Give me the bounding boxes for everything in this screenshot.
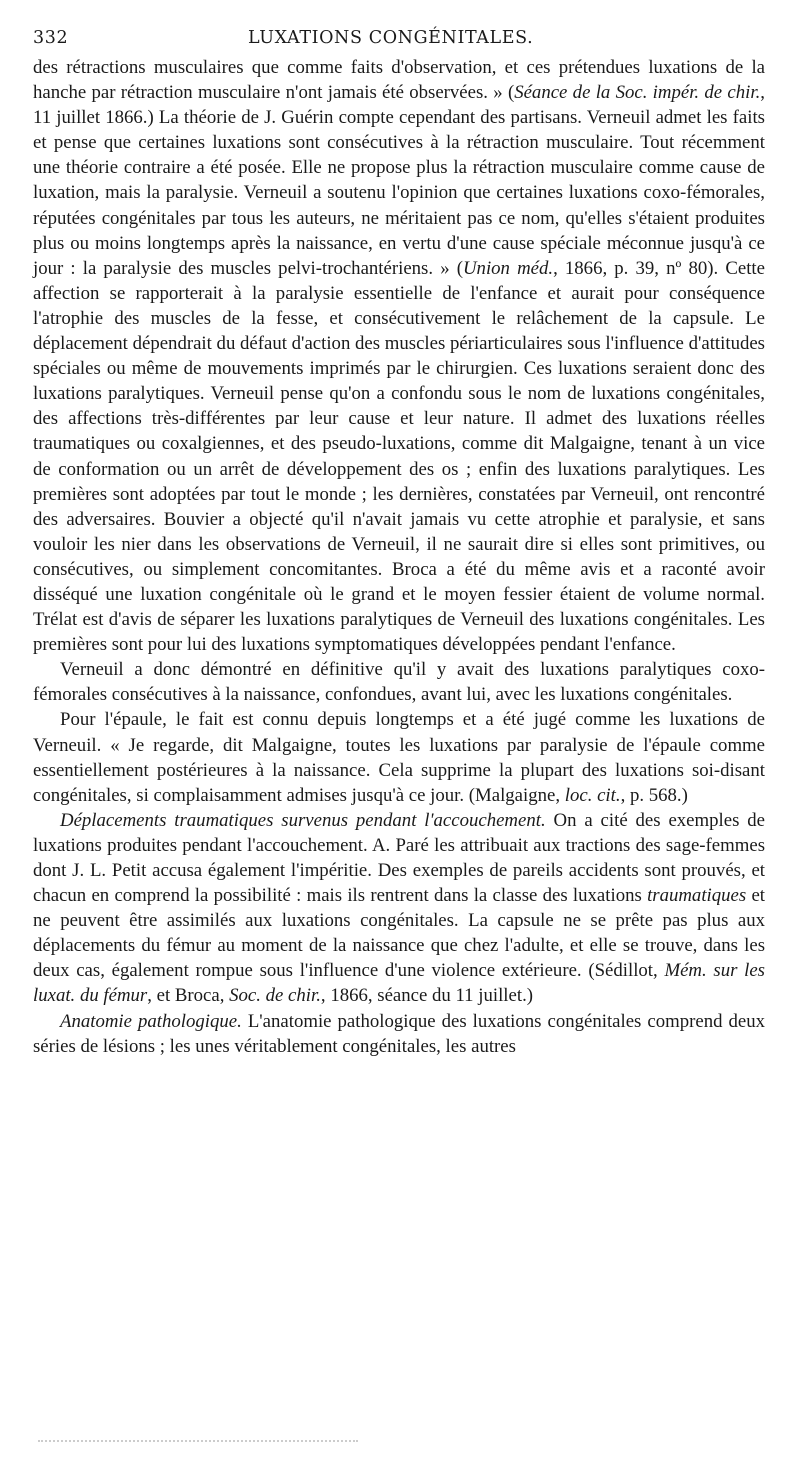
text-run: , p. 568.) [620,784,688,806]
paragraph-5 [33,1009,765,1059]
citation-italic: Mém. sur les luxat. du fémur [33,960,765,1007]
text-run: , 11 juillet 1866.) La théorie de J. Guérin compte cependant des partisans. Verneuil admet les faits et pense que certaines luxations sont consécutives à la rétraction musculaire. Tout récemment une théorie contraire a été posée. Elle ne propose plus la rétraction musculaire comme cause de luxation, mais la paralysie. Verneuil a soutenu l'opinion que certaines luxations coxo-fémorales, réputées congénitales par tous les auteurs, ne méritaient pas ce nom, qu'elles s'étaient produites plus ou moins longtemps après la naissance, en vertu d'une cause spéciale méconnue jusqu'à ce jour : la paralysie des muscles pelvi-trochantériens. » ( [33,82,765,279]
page-number: 332 [33,28,69,48]
text-run: des rétractions musculaires que comme faits d'observation, et ces prétendues luxations de la hanche par rétraction musculaire n'ont jamais été observées. » ( [33,57,765,104]
page-header [33,28,765,54]
paragraph-3 [33,707,765,807]
section-heading: Déplacements traumatiques survenus pendant l'accouchement. [60,809,546,831]
text-run: Verneuil a donc démontré en définitive qu'il y avait des luxations paralytiques coxo-fémorales consécutives à la naissance, confondues, avant lui, avec les luxations congénitales. [33,659,765,706]
scan-artifact-divider [38,1440,358,1446]
text-run: Pour l'épaule, le fait est connu depuis longtemps et a été jugé comme les luxations de Verneuil. « Je regarde, dit Malgaigne, toutes les luxations par paralysie de l'épaule comme essentiellement postérieures à la naissance. Cela supprime la plupart des luxations soi-disant congénitales, si complaisamment admises jusqu'à ce jour. (Malgaigne, [33,709,765,806]
citation-italic: Union méd. [462,257,554,279]
citation-italic: Soc. de chir. [229,985,321,1007]
citation-italic: loc. cit. [564,784,621,806]
paragraph-1 [33,55,765,657]
emphasis-italic: traumatiques [647,885,747,907]
text-run: , et Broca, [147,985,230,1007]
book-page [33,28,765,1059]
text-run: On a cité des exemples de luxations produites pendant l'accouchement. A. Paré les attribuait aux tractions des sage-femmes dont J. L. Petit accusa également l'impéritie. Des exemples de pareils accidents sont prouvés, et chacun en comprend la possibilité : mais ils rentrent dans la classe des luxations [33,809,765,907]
text-run: et ne peuvent être assimilés aux luxations congénitales. La capsule ne se prête pas plus aux déplacements du fémur au moment de la naissance que chez l'adulte, et elle se trouve, dans les deux cas, également rompue sous l'influence d'une violence extérieure. (Sédillot, [33,885,766,982]
running-title: LUXATIONS CONGÉNITALES. [248,28,534,48]
paragraph-4 [33,808,765,1009]
text-run: , 1866, p. 39, nº 80). Cette affection se rapporterait à la paralysie essentielle de l'enfance et aurait pour conséquence l'atrophie des muscles de la fesse, et consécutivement le relâchement de la capsule. Le déplacement dépendrait du défaut d'action des muscles périarticulaires sous l'influence d'attitudes spéciales ou même de mouvements imprimés par le chirurgien. Ces luxations seraient donc des luxations paralytiques. Verneuil pense qu'on a confondu sous le nom de luxations congénitales, des affections très-différentes par leur cause et leur nature. Il admet des luxations réelles traumatiques ou coxalgiennes, et des pseudo-luxations, comme dit Malgaigne, tenant à un vice de conformation ou un arrêt de développement des os ; enfin des luxations paralytiques. Les premières sont adoptées par tout le monde ; les dernières, constatées par Verneuil, ont rencontré des adversaires. Bouvier a objecté qu'il n'avait jamais vu cette atrophie et paralysie, et sans vouloir les nier dans les observations de Verneuil, il ne saurait dire si elles sont primitives, ou consécutives, ou simplement concomitantes. Broca a été du même avis et a raconté avoir disséqué une luxation congénitale où le grand et le moyen fessier étaient de volume normal. Trélat est d'avis de séparer les luxations paralytiques de Verneuil des luxations congénitales. Les premières sont pour lui des luxations symptomatiques développées pendant l'enfance. [33,257,765,656]
section-heading: Anatomie pathologique. [60,1010,242,1032]
text-run: L'anatomie pathologique des luxations congénitales comprend deux séries de lésions ; les unes véritablement congénitales, les autres [33,1010,765,1057]
citation-italic: Séance de la Soc. impér. de chir. [514,82,761,104]
paragraph-2 [33,657,765,707]
body-text [33,55,765,1059]
text-run: , 1866, séance du 11 juillet.) [320,985,534,1007]
